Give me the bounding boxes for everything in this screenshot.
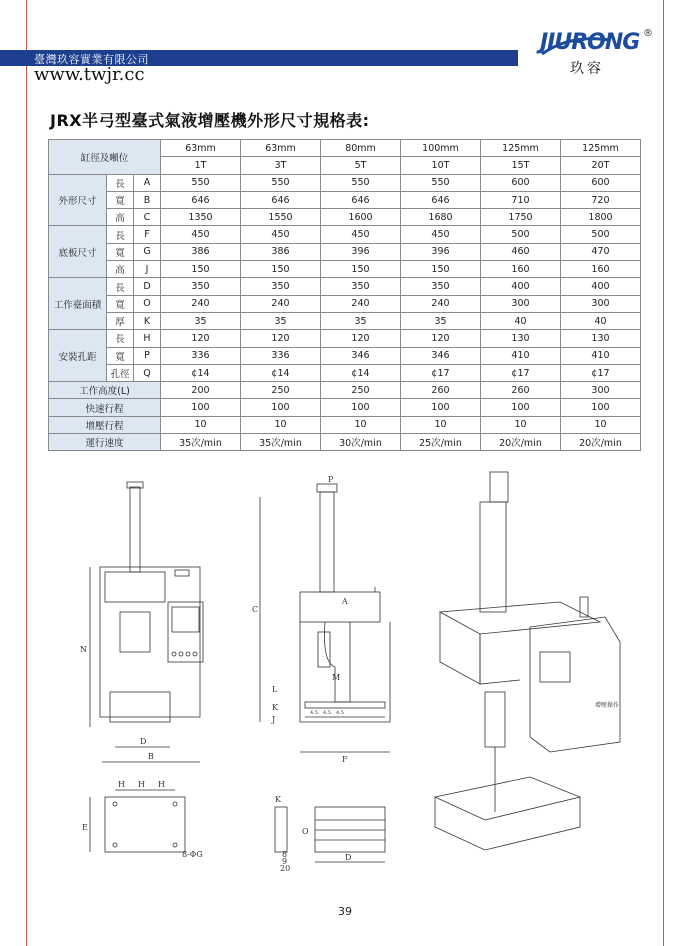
dim-label-8: 8 <box>282 850 288 859</box>
value-cell: 350 <box>401 278 481 295</box>
code-cell: C <box>134 209 161 226</box>
value-cell: 10 <box>561 416 641 433</box>
value-cell: 10 <box>161 416 241 433</box>
jiurong-logo <box>540 30 652 80</box>
code-cell: D <box>134 278 161 295</box>
value-cell: 40 <box>561 312 641 329</box>
value-cell: 10 <box>481 416 561 433</box>
direction-cell: 高 <box>107 209 134 226</box>
machine-drawings <box>60 452 640 872</box>
table-row <box>49 191 641 208</box>
value-cell: 240 <box>321 295 401 312</box>
table-row <box>49 434 641 451</box>
code-cell: G <box>134 243 161 260</box>
code-cell: J <box>134 261 161 278</box>
spec-table <box>48 139 641 451</box>
value-cell: 260 <box>481 382 561 399</box>
value-cell: 150 <box>321 261 401 278</box>
row-label-cell: 運行速度 <box>49 434 161 451</box>
value-cell: 35次/min <box>241 434 321 451</box>
value-cell: 550 <box>401 174 481 191</box>
dim-label-9: 9 <box>282 857 288 866</box>
value-cell: 20次/min <box>481 434 561 451</box>
company-name: 臺灣玖容實業有限公司 <box>34 53 149 66</box>
code-cell: Q <box>134 364 161 381</box>
value-cell: 1680 <box>401 209 481 226</box>
value-cell: 1800 <box>561 209 641 226</box>
value-cell: 550 <box>161 174 241 191</box>
header-label-cell: 缸徑及噸位 <box>49 140 161 175</box>
value-cell: 120 <box>241 330 321 347</box>
tonnage-cell: 20T <box>561 157 641 174</box>
dim-label-k2: K <box>275 795 281 804</box>
code-cell: P <box>134 347 161 364</box>
direction-cell: 長 <box>107 278 134 295</box>
value-cell: 1350 <box>161 209 241 226</box>
bore-cell: 63mm <box>161 140 241 157</box>
value-cell: 130 <box>561 330 641 347</box>
value-cell: 100 <box>401 399 481 416</box>
dim-label-h3: H <box>158 780 165 789</box>
dim-label-h2: H <box>138 780 145 789</box>
value-cell: 550 <box>321 174 401 191</box>
row-label-cell: 工作高度(L) <box>49 382 161 399</box>
value-cell: 120 <box>321 330 401 347</box>
dim-label-h1: H <box>118 780 125 789</box>
code-cell: F <box>134 226 161 243</box>
value-cell: 396 <box>401 243 481 260</box>
value-cell: 240 <box>241 295 321 312</box>
value-cell: ¢14 <box>161 364 241 381</box>
group-label-cell: 外形尺寸 <box>49 174 107 226</box>
front-view-drawing <box>90 482 203 762</box>
value-cell: 35 <box>241 312 321 329</box>
value-cell: 150 <box>241 261 321 278</box>
value-cell: 160 <box>561 261 641 278</box>
value-cell: 336 <box>241 347 321 364</box>
row-label-cell: 增壓行程 <box>49 416 161 433</box>
dim-label-holes: 8-ΦG <box>182 850 203 859</box>
tonnage-cell: 1T <box>161 157 241 174</box>
value-cell: 160 <box>481 261 561 278</box>
value-cell: 350 <box>241 278 321 295</box>
value-cell: ¢14 <box>241 364 321 381</box>
value-cell: ¢14 <box>321 364 401 381</box>
value-cell: 10 <box>241 416 321 433</box>
value-cell: 40 <box>481 312 561 329</box>
value-cell: 260 <box>401 382 481 399</box>
value-cell: ¢17 <box>401 364 481 381</box>
value-cell: 250 <box>321 382 401 399</box>
tonnage-cell: 5T <box>321 157 401 174</box>
isometric-view-drawing <box>435 472 620 850</box>
dim-label-a: A <box>342 597 348 606</box>
value-cell: 336 <box>161 347 241 364</box>
value-cell: 646 <box>161 191 241 208</box>
value-cell: 350 <box>321 278 401 295</box>
value-cell: 35 <box>401 312 481 329</box>
value-cell: 100 <box>561 399 641 416</box>
code-cell: K <box>134 312 161 329</box>
value-cell: 300 <box>561 382 641 399</box>
value-cell: 35 <box>161 312 241 329</box>
value-cell: 386 <box>241 243 321 260</box>
dim-label-m: M <box>332 673 341 682</box>
table-row <box>49 364 641 381</box>
bore-cell: 63mm <box>241 140 321 157</box>
value-cell: 25次/min <box>401 434 481 451</box>
code-cell: O <box>134 295 161 312</box>
value-cell: 1600 <box>321 209 401 226</box>
direction-cell: 寬 <box>107 347 134 364</box>
direction-cell: 孔徑 <box>107 364 134 381</box>
group-label-cell: 安裝孔距 <box>49 330 107 382</box>
table-row <box>49 382 641 399</box>
dim-label-k: K <box>272 703 278 712</box>
direction-cell: 寬 <box>107 191 134 208</box>
value-cell: 550 <box>241 174 321 191</box>
value-cell: 1750 <box>481 209 561 226</box>
value-cell: 200 <box>161 382 241 399</box>
direction-cell: 寬 <box>107 295 134 312</box>
value-cell: ¢17 <box>481 364 561 381</box>
page-title: JRX半弓型臺式氣液增壓機外形尺寸規格表: <box>50 111 370 130</box>
direction-cell: 長 <box>107 226 134 243</box>
value-cell: 710 <box>481 191 561 208</box>
value-cell: 450 <box>161 226 241 243</box>
dim-label-e: E <box>82 823 88 832</box>
value-cell: 460 <box>481 243 561 260</box>
table-row <box>49 295 641 312</box>
dim-label-d2: D <box>345 853 352 862</box>
value-cell: 150 <box>401 261 481 278</box>
dim-label-c: C <box>252 605 259 614</box>
dim-label-f: F <box>342 755 348 764</box>
value-cell: 250 <box>241 382 321 399</box>
direction-cell: 長 <box>107 174 134 191</box>
table-row <box>49 347 641 364</box>
value-cell: 35 <box>321 312 401 329</box>
dim-label-d: D <box>140 737 147 746</box>
table-row <box>49 330 641 347</box>
group-label-cell: 工作臺面積 <box>49 278 107 330</box>
value-cell: 410 <box>561 347 641 364</box>
table-row <box>49 278 641 295</box>
value-cell: 346 <box>401 347 481 364</box>
value-cell: 600 <box>561 174 641 191</box>
value-cell: 35次/min <box>161 434 241 451</box>
value-cell: 646 <box>321 191 401 208</box>
value-cell: 20次/min <box>561 434 641 451</box>
value-cell: 240 <box>401 295 481 312</box>
value-cell: 10 <box>401 416 481 433</box>
value-cell: 150 <box>161 261 241 278</box>
table-row <box>49 243 641 260</box>
dim-label-b: B <box>148 752 154 761</box>
value-cell: 450 <box>401 226 481 243</box>
dim-label-20: 20 <box>280 864 291 872</box>
code-cell: H <box>134 330 161 347</box>
row-label-cell: 快速行程 <box>49 399 161 416</box>
value-cell: 100 <box>481 399 561 416</box>
value-cell: 450 <box>321 226 401 243</box>
table-row <box>49 416 641 433</box>
logo-chinese: 玖容 <box>570 61 604 77</box>
direction-cell: 長 <box>107 330 134 347</box>
value-cell: 720 <box>561 191 641 208</box>
tonnage-cell: 3T <box>241 157 321 174</box>
value-cell: 100 <box>161 399 241 416</box>
value-cell: 120 <box>161 330 241 347</box>
table-row <box>49 226 641 243</box>
value-cell: 10 <box>321 416 401 433</box>
code-cell: A <box>134 174 161 191</box>
value-cell: 500 <box>481 226 561 243</box>
value-cell: 410 <box>481 347 561 364</box>
tonnage-cell: 15T <box>481 157 561 174</box>
dim-label-s2: 4.5 <box>323 710 331 716</box>
value-cell: 130 <box>481 330 561 347</box>
table-row <box>49 399 641 416</box>
website-url[interactable]: www.twjr.cc <box>34 64 145 85</box>
table-view-drawing <box>275 807 385 862</box>
tonnage-cell: 10T <box>401 157 481 174</box>
bore-cell: 125mm <box>561 140 641 157</box>
registered-mark: ® <box>643 28 653 39</box>
table-row <box>49 209 641 226</box>
page-number: 39 <box>338 905 352 918</box>
value-cell: 350 <box>161 278 241 295</box>
value-cell: 100 <box>241 399 321 416</box>
bore-cell: 125mm <box>481 140 561 157</box>
dim-label-j: J <box>272 715 276 724</box>
dim-label-o: O <box>302 827 309 836</box>
value-cell: 1550 <box>241 209 321 226</box>
table-row <box>49 140 641 157</box>
value-cell: 396 <box>321 243 401 260</box>
value-cell: 30次/min <box>321 434 401 451</box>
dim-label-l: L <box>272 685 278 694</box>
direction-cell: 厚 <box>107 312 134 329</box>
group-label-cell: 底板尺寸 <box>49 226 107 278</box>
base-plan-drawing <box>90 790 185 852</box>
direction-cell: 寬 <box>107 243 134 260</box>
bore-cell: 100mm <box>401 140 481 157</box>
value-cell: 646 <box>401 191 481 208</box>
dim-label-s3: 4.5 <box>336 710 344 716</box>
value-cell: 346 <box>321 347 401 364</box>
value-cell: 120 <box>401 330 481 347</box>
bore-cell: 80mm <box>321 140 401 157</box>
value-cell: 500 <box>561 226 641 243</box>
value-cell: 470 <box>561 243 641 260</box>
code-cell: B <box>134 191 161 208</box>
dim-label-s1: 4.5 <box>310 710 318 716</box>
value-cell: 386 <box>161 243 241 260</box>
table-row <box>49 174 641 191</box>
value-cell: 400 <box>481 278 561 295</box>
table-row <box>49 312 641 329</box>
value-cell: 450 <box>241 226 321 243</box>
iso-panel-label: 增壓操作 <box>595 702 620 709</box>
dim-label-p: P <box>328 475 334 484</box>
value-cell: 600 <box>481 174 561 191</box>
table-row <box>49 261 641 278</box>
value-cell: ¢17 <box>561 364 641 381</box>
value-cell: 646 <box>241 191 321 208</box>
direction-cell: 高 <box>107 261 134 278</box>
value-cell: 100 <box>321 399 401 416</box>
value-cell: 300 <box>481 295 561 312</box>
dim-label-n: N <box>80 645 87 654</box>
value-cell: 400 <box>561 278 641 295</box>
value-cell: 240 <box>161 295 241 312</box>
value-cell: 300 <box>561 295 641 312</box>
logo-text: JIURONG <box>540 30 640 55</box>
